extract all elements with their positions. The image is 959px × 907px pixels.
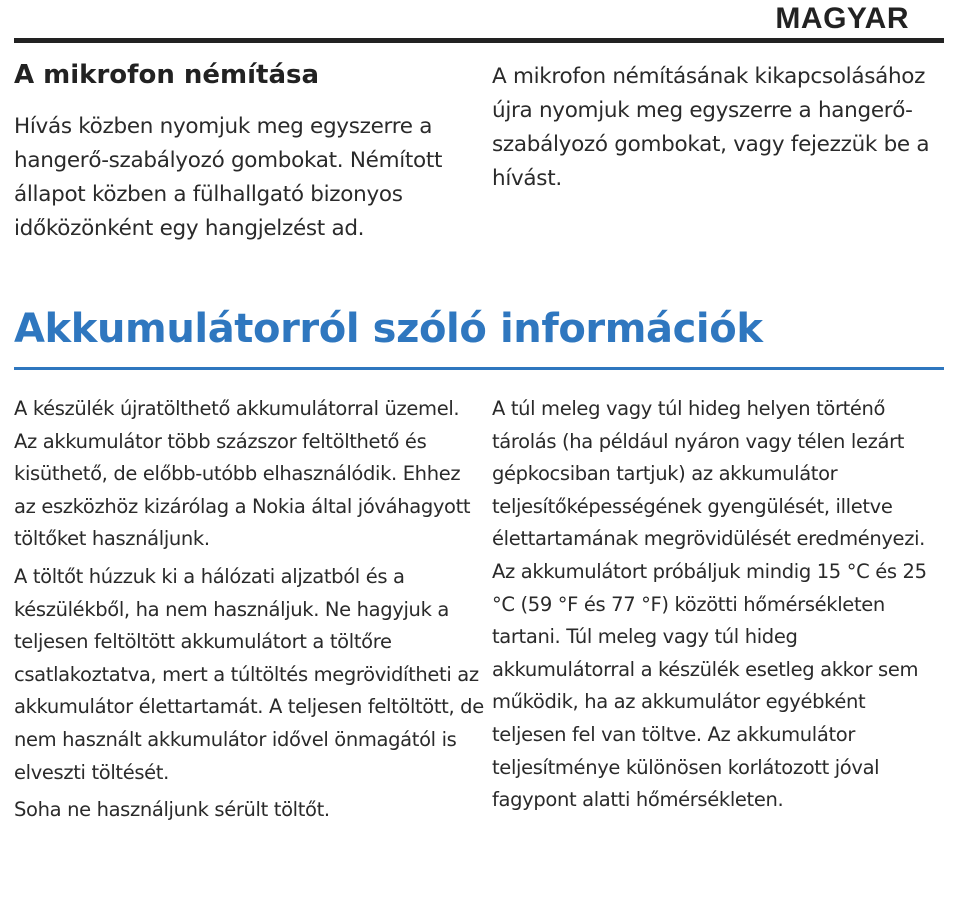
battery-right-column <box>492 393 944 817</box>
battery-paragraph-3: Soha ne használjunk sérült töltőt. <box>14 798 330 822</box>
mute-heading: A mikrofon némítása <box>14 60 320 90</box>
battery-chapter-title: Akkumulátorról szóló információk <box>14 306 763 352</box>
mute-right-text: A mikrofon némításának kikapcsolásához újra nyomjuk meg egyszerre a hangerő-szabályozó gombokat, vagy fejezzük be a hívást. <box>492 64 930 191</box>
battery-left-column <box>14 393 484 832</box>
mute-right-column <box>492 60 932 196</box>
header-rule <box>14 38 944 43</box>
mute-left-text: Hívás közben nyomjuk meg egyszerre a hangerő-szabályozó gombokat. Némított állapot közben a fülhallgató bizonyos időközönként egy hangjelzést ad. <box>14 114 443 241</box>
battery-paragraph-4: A túl meleg vagy túl hideg helyen történő tárolás (ha például nyáron vagy télen lezárt gépkocsiban tartjuk) az akkumulátor teljesítőképességének gyengülését, illetve élettartamának megrövidülését eredményezi. Az akkumulátort próbáljuk mindig 15 °C és 25 °C (59 °F és 77 °F) közötti hőmérsékleten tartani. Túl meleg vagy túl hideg akkumulátorral a készülék esetleg akkor sem működik, ha az akkumulátor egyébként teljesen fel van töltve. Az akkumulátor teljesítménye különösen korlátozott jóval fagypont alatti hőmérsékleten. <box>492 397 927 812</box>
language-label: MAGYAR <box>775 2 909 35</box>
chapter-rule <box>14 367 944 370</box>
battery-paragraph-1: A készülék újratölthető akkumulátorral üzemel. Az akkumulátor több százszor feltölthető és kisüthető, de előbb-utóbb elhasználódik. Ehhez az eszközhöz kizárólag a Nokia által jóváhagyott töltőket használjunk. <box>14 397 471 551</box>
mute-left-column <box>14 110 469 246</box>
battery-paragraph-2: A töltőt húzzuk ki a hálózati aljzatból és a készülékből, ha nem használjuk. Ne hagyjuk a teljesen feltöltött akkumulátort a töltőre csatlakoztatva, mert a túltöltés megrövidítheti az akkumulátor élettartamát. A teljesen feltöltött, de nem használt akkumulátor idővel önmagától is elveszti töltését. <box>14 564 484 784</box>
